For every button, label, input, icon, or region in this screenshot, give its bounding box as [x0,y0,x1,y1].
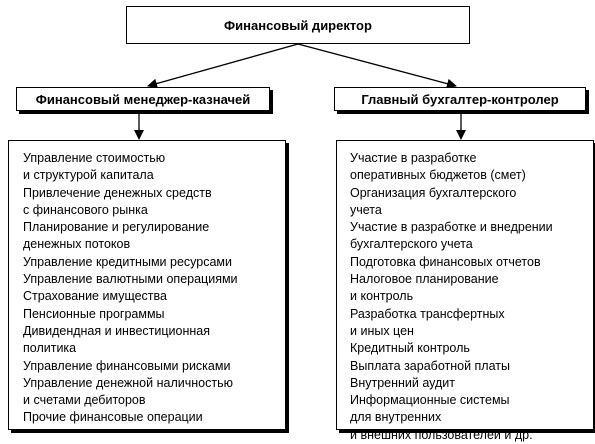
duty-item: учета [350,202,382,217]
duty-item: Выплата заработной платы [350,358,510,373]
duty-item: Участие в разработке и внедрении [350,220,553,235]
duty-item: Разработка трансфертных [350,306,505,321]
duty-item: Дивидендная и инвестиционная [23,323,210,338]
duty-item: для внутренних [350,410,442,425]
treasurer-title-box [16,87,270,111]
duty-item: Прочие финансовые операции [23,410,203,425]
treasurer-title-label: Финансовый менеджер-казначей [35,91,251,107]
duty-item: бухгалтерского учета [350,237,473,252]
duty-item: и счетами дебиторов [23,393,146,408]
duty-item: Управление стоимостью [23,151,166,165]
controller-title-box [334,87,586,111]
duty-item: денежных потоков [23,237,131,252]
duty-item: оперативных бюджетов (смет) [350,168,526,183]
duty-item: Налоговое планирование [350,272,499,287]
duty-item: политика [23,341,77,356]
arrow-to-left-branch [148,44,298,86]
duty-item: и контроль [350,289,414,304]
duty-item: Управление финансовыми рисками [23,358,231,373]
arrow-to-right-branch [298,44,456,86]
duty-item: Управление денежной наличностью [23,375,233,390]
duty-item: Привлечение денежных средств [23,185,212,200]
duty-item: Кредитный контроль [350,341,470,356]
duty-item: Страхование имущества [23,289,167,304]
treasurer-duties-box [8,140,286,430]
duty-item: Пенсионные программы [23,306,165,321]
duty-item: с финансового рынка [23,202,148,217]
controller-duties-box [336,140,594,442]
treasurer-duties-list [23,150,285,427]
duty-item: и структурой капитала [23,168,154,183]
duty-item: Информационные системы [350,393,510,408]
duty-item: Участие в разработке [350,151,477,165]
duty-item: Управление валютными операциями [23,272,238,287]
duty-item: и внешних пользователей и др. [350,427,533,442]
duty-item: и иных цен [350,323,414,338]
duty-item: Управление кредитными ресурсами [23,254,232,269]
finance-director-box [126,6,470,44]
controller-duties-list [350,150,593,444]
duty-item: Внутренний аудит [350,375,456,390]
finance-director-label: Финансовый директор [224,17,372,33]
duty-item: Организация бухгалтерского [350,185,517,200]
controller-title-label: Главный бухгалтер-контролер [361,91,559,107]
duty-item: Планирование и регулирование [23,220,210,235]
duty-item: Подготовка финансовых отчетов [350,254,541,269]
